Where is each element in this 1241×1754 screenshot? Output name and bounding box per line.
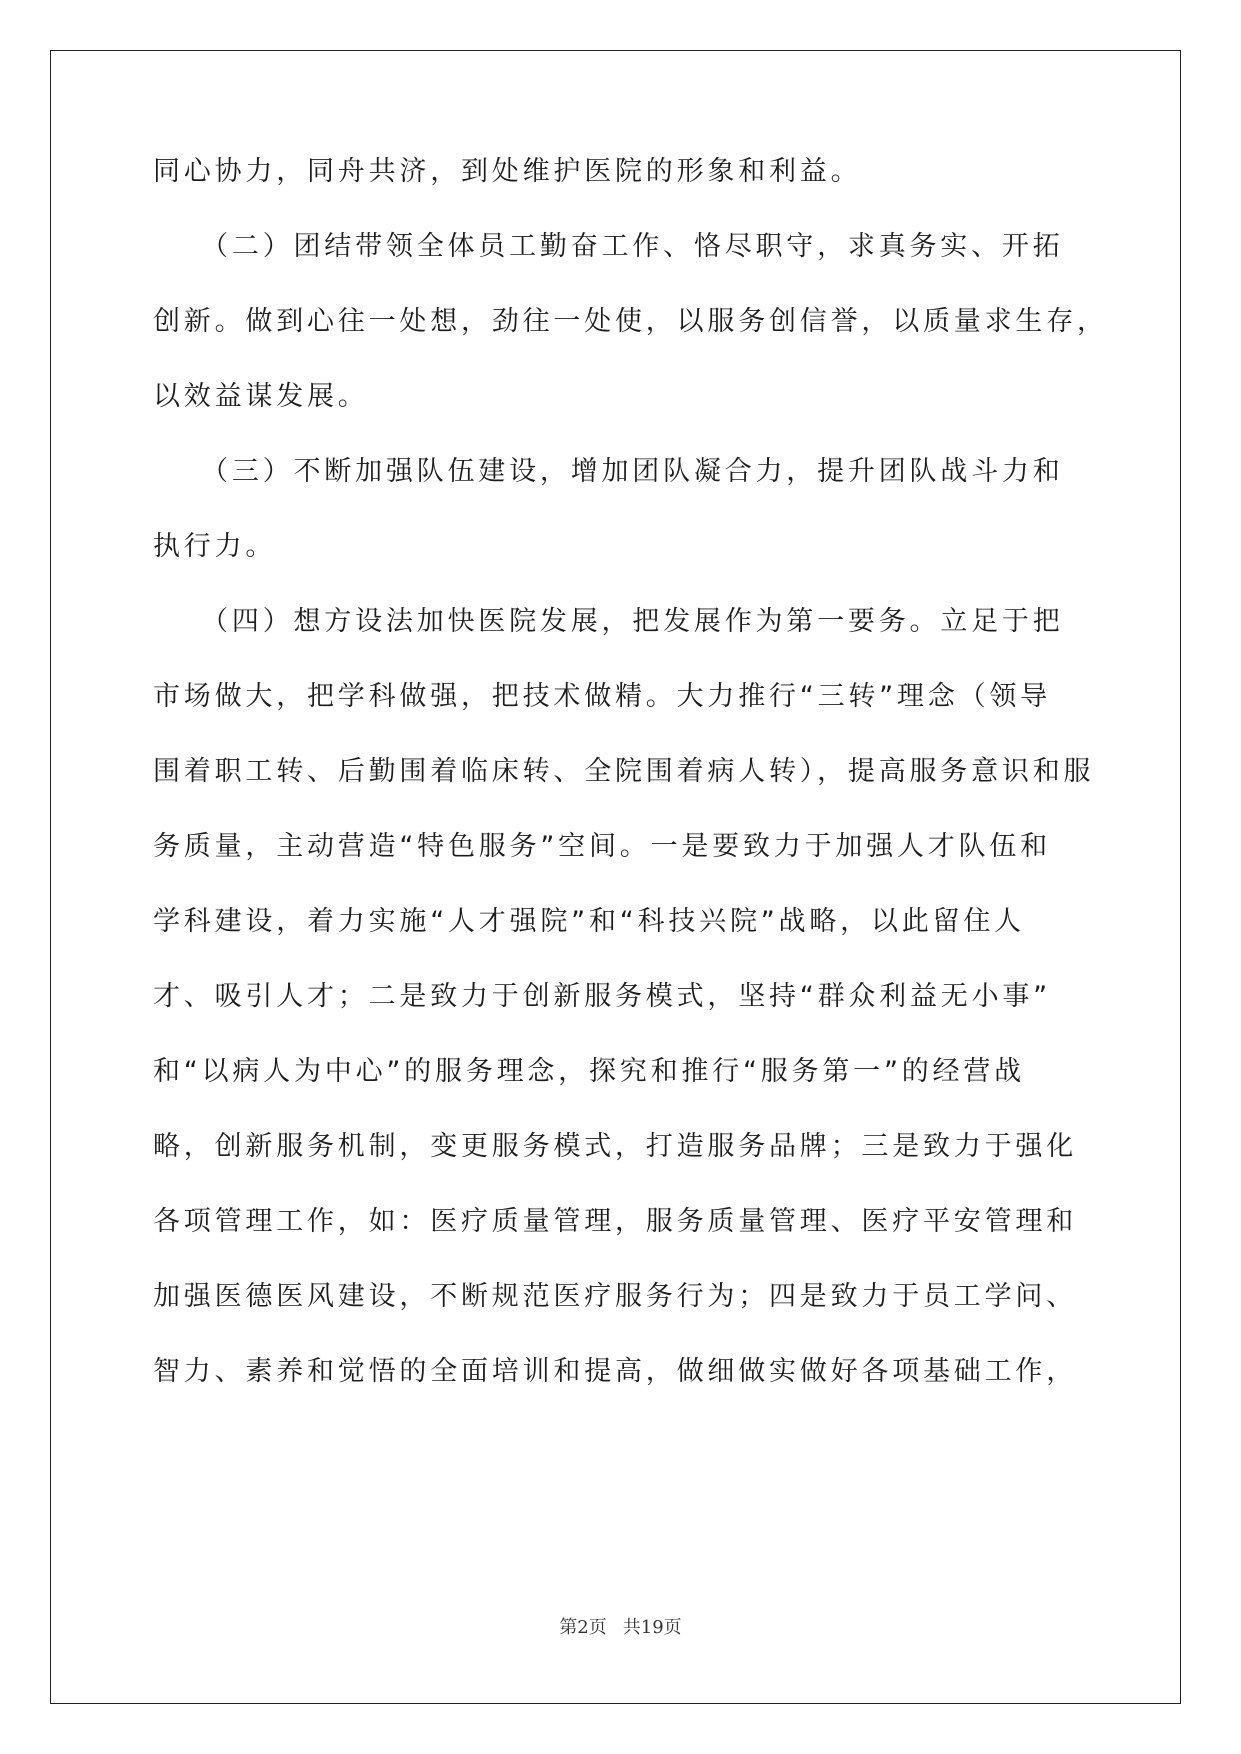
text-line: 以效益谋发展。 — [153, 381, 369, 412]
text-line: （二）团结带领全体员工勤奋工作、恪尽职守，求真务实、开拓 — [153, 231, 1064, 262]
text-line: 加强医德医风建设，不断规范医疗服务行为；四是致力于员工学问、 — [153, 1281, 1077, 1312]
text-line: 各项管理工作，如：医疗质量管理，服务质量管理、医疗平安管理和 — [153, 1206, 1077, 1237]
text-line: 学科建设，着力实施“人才强院”和“科技兴院”战略，以此留住人 — [153, 906, 1025, 937]
text-line: （四）想方设法加快医院发展，把发展作为第一要务。立足于把 — [153, 606, 1064, 637]
text-line: 智力、素养和觉悟的全面培训和提高，做细做实做好各项基础工作， — [153, 1356, 1077, 1387]
page-number: 第2页 — [559, 1617, 607, 1638]
text-line: 和“以病人为中心”的服务理念，探究和推行“服务第一”的经营战 — [153, 1056, 1025, 1087]
text-line: 围着职工转、后勤围着临床转、全院围着病人转），提高服务意识和服 — [153, 756, 1095, 787]
page-total: 共19页 — [622, 1617, 682, 1638]
text-line: （三）不断加强队伍建设，增加团队凝合力，提升团队战斗力和 — [153, 456, 1064, 487]
text-line: 务质量，主动营造“特色服务”空间。一是要致力于加强人才队伍和 — [153, 831, 1051, 862]
page-border — [50, 50, 1181, 1704]
page-footer — [0, 1613, 1241, 1639]
text-line: 执行力。 — [153, 531, 277, 562]
text-line: 创新。做到心往一处想，劲往一处使，以服务创信誉，以质量求生存， — [153, 306, 1108, 337]
text-line: 市场做大，把学科做强，把技术做精。大力推行“三转”理念（领导 — [153, 681, 1051, 712]
text-line: 才、吸引人才；二是致力于创新服务模式，坚持“群众利益无小事” — [153, 981, 1051, 1012]
text-line: 略，创新服务机制，变更服务模式，打造服务品牌；三是致力于强化 — [153, 1131, 1077, 1162]
text-line: 同心协力，同舟共济，到处维护医院的形象和利益。 — [153, 156, 862, 187]
